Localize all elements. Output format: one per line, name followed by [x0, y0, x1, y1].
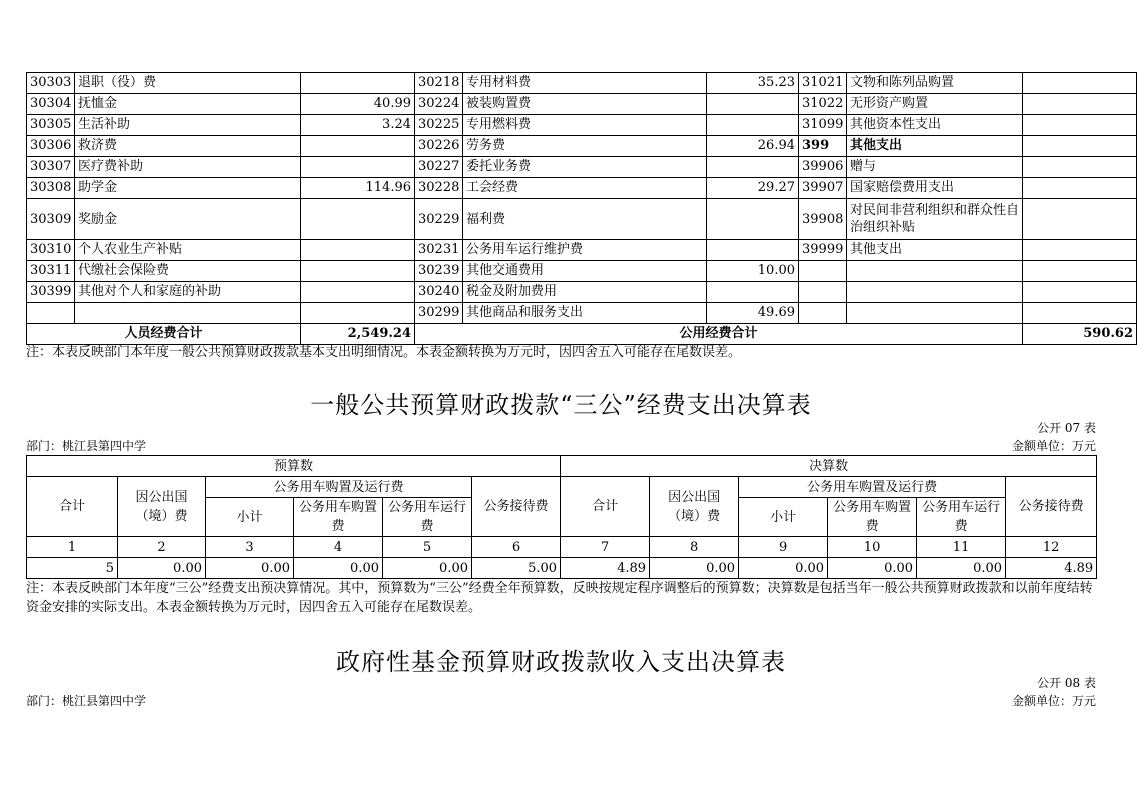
column-number-cell: 11	[917, 537, 1006, 558]
sangong-title: 一般公共预算财政拨款“三公”经费支出决算表	[310, 391, 812, 419]
table-row	[27, 136, 1137, 157]
column-number-cell: 8	[650, 537, 739, 558]
table-cell	[301, 240, 415, 261]
group-header-row	[27, 456, 1097, 477]
value-cell: 0.00	[383, 558, 472, 579]
table-cell: 31099	[799, 115, 847, 136]
value-cell: 0.00	[828, 558, 917, 579]
table-cell	[1023, 261, 1137, 282]
column-number-cell: 3	[206, 537, 294, 558]
table-cell: 退职（役）费	[75, 73, 301, 94]
column-number-cell: 12	[1006, 537, 1097, 558]
table-cell: 对民间非营利组织和群众性自治组织补贴	[847, 199, 1023, 240]
public-total-value: 590.62	[1023, 324, 1137, 345]
table-cell: 31022	[799, 94, 847, 115]
table-cell	[75, 303, 301, 324]
value-cell: 0.00	[650, 558, 739, 579]
table-cell: 30309	[27, 199, 75, 240]
table-cell: 30218	[415, 73, 463, 94]
column-number-row	[27, 537, 1097, 558]
budget-vehicle-run-header: 公务用车运行费	[383, 498, 472, 537]
table-cell: 税金及附加费用	[463, 282, 707, 303]
budget-vehicle-buy-header: 公务用车购置费	[294, 498, 383, 537]
table-cell: 福利费	[463, 199, 707, 240]
table-cell: 30306	[27, 136, 75, 157]
table-cell	[707, 115, 799, 136]
table-cell: 其他支出	[847, 240, 1023, 261]
table-cell	[707, 240, 799, 261]
column-number-cell: 9	[739, 537, 828, 558]
budget-header: 预算数	[27, 456, 561, 477]
gov-fund-title: 政府性基金预算财政拨款收入支出决算表	[336, 648, 786, 676]
table-cell: 其他资本性支出	[847, 115, 1023, 136]
table-cell	[27, 303, 75, 324]
table-cell: 国家赔偿费用支出	[847, 178, 1023, 199]
table-cell: 医疗费补助	[75, 157, 301, 178]
sangong-note: 注：本表反映部门本年度“三公”经费支出预决算情况。其中，预算数为“三公”经费全年预算数，反映按规定程序调整后的预算数；决算数是包括当年一般公共预算财政拨款和以前年度结转资金安排的实际支出。本表金额转换为万元时，因四舍五入可能存在尾数误差。	[26, 581, 1093, 615]
table-cell	[301, 303, 415, 324]
table-cell: 26.94	[707, 136, 799, 157]
table-cell: 委托业务费	[463, 157, 707, 178]
table-cell: 工会经费	[463, 178, 707, 199]
table-cell: 专用燃料费	[463, 115, 707, 136]
table-cell: 劳务费	[463, 136, 707, 157]
table-row	[27, 261, 1137, 282]
table-cell: 30305	[27, 115, 75, 136]
sangong-unit: 金额单位：万元	[1011, 439, 1096, 453]
table-cell	[1023, 178, 1137, 199]
final-vehicle-header: 公务用车购置及运行费	[739, 477, 1006, 498]
table-cell: 助学金	[75, 178, 301, 199]
gov-fund-department: 部门：桃江县第四中学	[26, 694, 147, 708]
table-cell: 30239	[415, 261, 463, 282]
table-cell: 30240	[415, 282, 463, 303]
table-cell: 代缴社会保险费	[75, 261, 301, 282]
gov-fund-table-number: 公开 08 表	[1037, 676, 1096, 690]
table-cell: 30225	[415, 115, 463, 136]
table-row	[27, 115, 1137, 136]
table-cell: 生活补助	[75, 115, 301, 136]
expense-table-note: 注：本表反映部门本年度一般公共预算财政拨款基本支出明细情况。本表金额转换为万元时，因四舍五入可能存在尾数误差。	[26, 345, 742, 360]
table-cell: 文物和陈列品购置	[847, 73, 1023, 94]
table-cell: 其他对个人和家庭的补助	[75, 282, 301, 303]
budget-reception-header: 公务接待费	[472, 477, 561, 537]
public-total-label: 公用经费合计	[415, 324, 1023, 345]
budget-vehicle-header: 公务用车购置及运行费	[206, 477, 472, 498]
table-cell: 30310	[27, 240, 75, 261]
table-cell: 30229	[415, 199, 463, 240]
table-cell	[799, 261, 847, 282]
table-row	[27, 157, 1137, 178]
budget-subtotal-header: 小计	[206, 498, 294, 537]
table-cell	[847, 303, 1023, 324]
table-cell: 399	[799, 136, 847, 157]
table-cell: 40.99	[301, 94, 415, 115]
sangong-department: 部门：桃江县第四中学	[26, 439, 147, 453]
table-cell	[301, 282, 415, 303]
table-cell: 49.69	[707, 303, 799, 324]
table-cell: 30311	[27, 261, 75, 282]
table-cell: 30224	[415, 94, 463, 115]
table-row	[27, 303, 1137, 324]
value-cell: 4.89	[1006, 558, 1097, 579]
table-cell	[1023, 115, 1137, 136]
value-cell: 5	[27, 558, 118, 579]
table-cell	[707, 94, 799, 115]
table-cell: 被装购置费	[463, 94, 707, 115]
table-cell	[1023, 199, 1137, 240]
column-number-cell: 4	[294, 537, 383, 558]
final-vehicle-run-header: 公务用车运行费	[917, 498, 1006, 537]
table-cell: 30304	[27, 94, 75, 115]
value-cell: 0.00	[206, 558, 294, 579]
table-cell: 个人农业生产补贴	[75, 240, 301, 261]
table-cell	[1023, 136, 1137, 157]
table-cell: 31021	[799, 73, 847, 94]
table-cell	[799, 282, 847, 303]
expense-detail-table	[26, 72, 1137, 345]
table-cell: 30307	[27, 157, 75, 178]
table-cell: 10.00	[707, 261, 799, 282]
column-number-cell: 2	[118, 537, 206, 558]
final-vehicle-buy-header: 公务用车购置费	[828, 498, 917, 537]
table-cell	[1023, 303, 1137, 324]
table-cell	[301, 136, 415, 157]
table-cell: 抚恤金	[75, 94, 301, 115]
personnel-total-label: 人员经费合计	[27, 324, 301, 345]
table-row	[27, 178, 1137, 199]
table-cell: 30299	[415, 303, 463, 324]
table-cell: 无形资产购置	[847, 94, 1023, 115]
column-number-cell: 1	[27, 537, 118, 558]
column-number-cell: 10	[828, 537, 917, 558]
final-abroad-header: 因公出国（境）费	[650, 477, 739, 537]
final-reception-header: 公务接待费	[1006, 477, 1097, 537]
sangong-table-number: 公开 07 表	[1037, 421, 1096, 435]
table-cell: 其他商品和服务支出	[463, 303, 707, 324]
table-cell	[707, 282, 799, 303]
final-subtotal-header: 小计	[739, 498, 828, 537]
table-cell: 30399	[27, 282, 75, 303]
value-cell: 0.00	[917, 558, 1006, 579]
table-cell: 29.27	[707, 178, 799, 199]
value-cell: 0.00	[739, 558, 828, 579]
table-cell: 35.23	[707, 73, 799, 94]
column-number-cell: 7	[561, 537, 650, 558]
table-cell: 赠与	[847, 157, 1023, 178]
table-cell: 39906	[799, 157, 847, 178]
table-cell: 39907	[799, 178, 847, 199]
totals-row	[27, 324, 1137, 345]
table-cell	[847, 282, 1023, 303]
table-cell	[301, 199, 415, 240]
table-cell	[301, 73, 415, 94]
budget-abroad-header: 因公出国（境）费	[118, 477, 206, 537]
table-row	[27, 73, 1137, 94]
table-cell: 30303	[27, 73, 75, 94]
table-cell	[301, 157, 415, 178]
table-row	[27, 282, 1137, 303]
value-cell: 4.89	[561, 558, 650, 579]
column-number-cell: 6	[472, 537, 561, 558]
table-cell: 30308	[27, 178, 75, 199]
value-cell: 5.00	[472, 558, 561, 579]
table-cell: 专用材料费	[463, 73, 707, 94]
sangong-table	[26, 455, 1097, 579]
table-cell	[847, 261, 1023, 282]
value-cell: 0.00	[294, 558, 383, 579]
value-row	[27, 558, 1097, 579]
final-header: 决算数	[561, 456, 1097, 477]
table-cell	[707, 199, 799, 240]
table-cell	[1023, 240, 1137, 261]
table-cell: 39999	[799, 240, 847, 261]
table-cell: 救济费	[75, 136, 301, 157]
table-cell: 公务用车运行维护费	[463, 240, 707, 261]
table-row	[27, 94, 1137, 115]
table-cell	[1023, 157, 1137, 178]
personnel-total-value: 2,549.24	[301, 324, 415, 345]
table-cell: 30226	[415, 136, 463, 157]
table-cell: 30231	[415, 240, 463, 261]
value-cell: 0.00	[118, 558, 206, 579]
table-cell: 30227	[415, 157, 463, 178]
column-header-row-1	[27, 477, 1097, 498]
table-cell	[1023, 282, 1137, 303]
gov-fund-unit: 金额单位：万元	[1011, 694, 1096, 708]
table-cell: 奖励金	[75, 199, 301, 240]
final-total-header: 合计	[561, 477, 650, 537]
table-cell	[1023, 73, 1137, 94]
budget-total-header: 合计	[27, 477, 118, 537]
table-cell	[1023, 94, 1137, 115]
table-cell: 3.24	[301, 115, 415, 136]
table-cell: 其他交通费用	[463, 261, 707, 282]
table-cell: 39908	[799, 199, 847, 240]
table-row	[27, 240, 1137, 261]
table-row	[27, 199, 1137, 240]
table-cell: 其他支出	[847, 136, 1023, 157]
table-cell	[799, 303, 847, 324]
column-number-cell: 5	[383, 537, 472, 558]
table-cell: 114.96	[301, 178, 415, 199]
table-cell	[707, 157, 799, 178]
table-cell: 30228	[415, 178, 463, 199]
table-cell	[301, 261, 415, 282]
